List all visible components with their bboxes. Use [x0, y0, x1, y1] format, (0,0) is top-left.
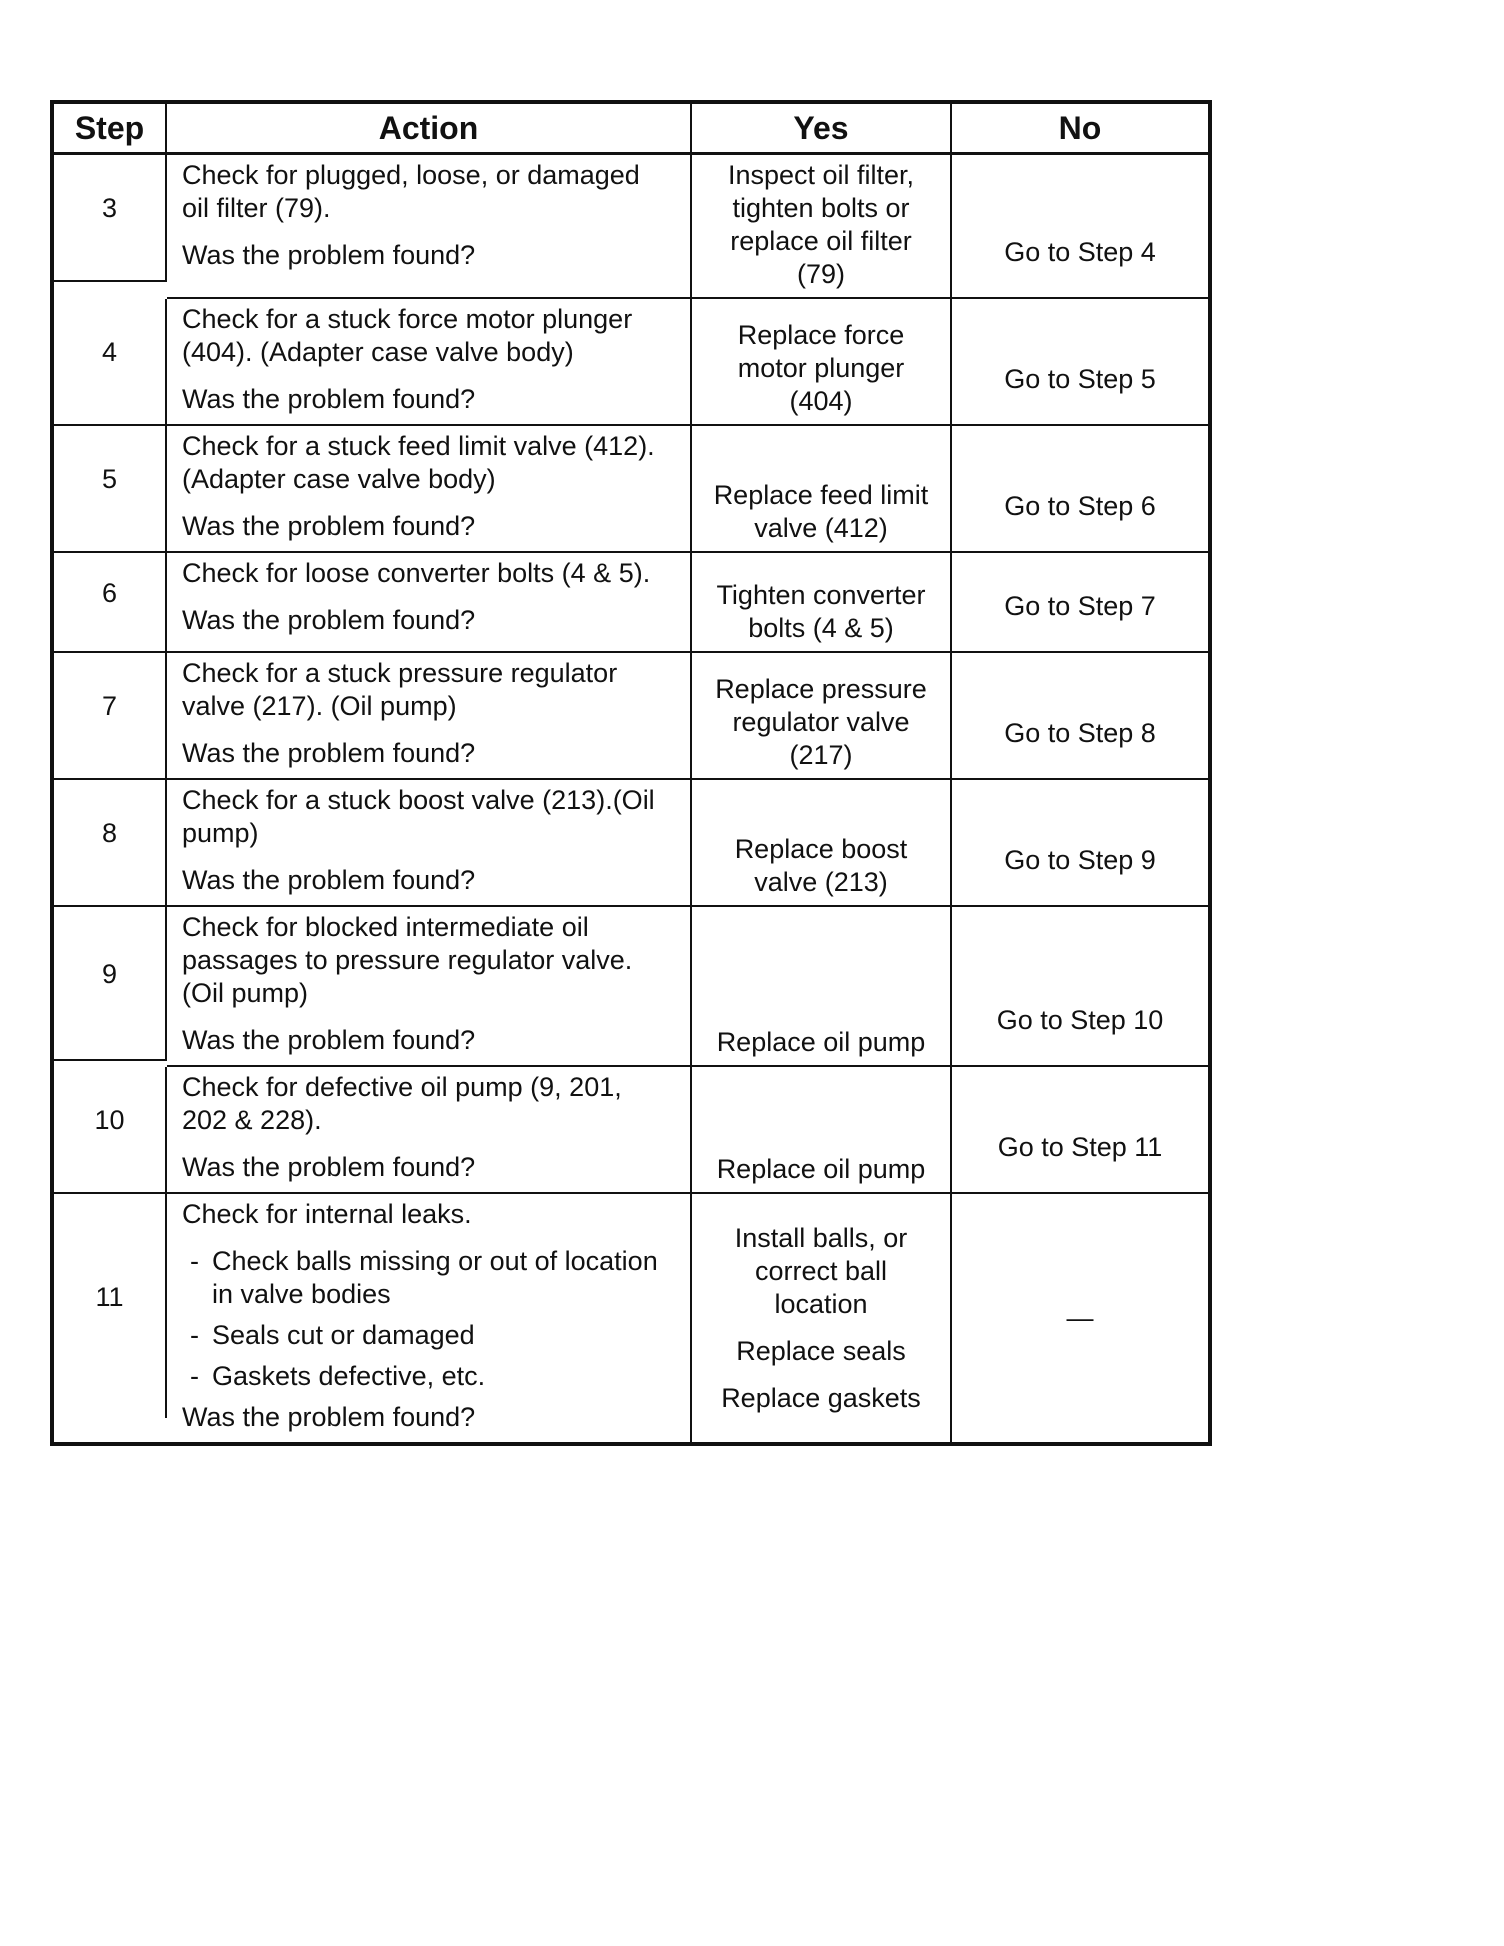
- action-check: Check for loose converter bolts (4 & 5).: [182, 558, 651, 588]
- step-number: 10: [54, 1067, 167, 1194]
- yes-cell: [692, 553, 952, 653]
- yes-cell: [692, 780, 952, 907]
- yes-text: Install balls, or correct ball location: [734, 1222, 908, 1319]
- yes-text: Replace seals: [736, 1335, 906, 1366]
- header-no: No: [952, 104, 1208, 155]
- yes-text: Replace gaskets: [721, 1382, 921, 1413]
- action-check: Check for plugged, loose, or damaged oil filter (79).: [182, 160, 640, 223]
- yes-cell: [692, 907, 952, 1067]
- action-question: Was the problem found?: [182, 1402, 476, 1432]
- action-question: Was the problem found?: [182, 1152, 476, 1182]
- step-number: 4: [54, 299, 167, 426]
- action-check: Check for blocked intermediate oil passages to pressure regulator valve. (Oil pump): [182, 912, 633, 1008]
- yes-text: Replace pressure regulator valve (217): [715, 674, 927, 770]
- action-check: Check for a stuck boost valve (213).(Oil pump): [182, 785, 655, 848]
- step-number: 6: [54, 553, 167, 653]
- action-question: Was the problem found?: [182, 865, 476, 895]
- header-yes: Yes: [692, 104, 952, 155]
- bullet-text: Seals cut or damaged: [212, 1320, 475, 1350]
- bullet-text: Gaskets defective, etc.: [212, 1361, 486, 1391]
- action-question: Was the problem found?: [182, 605, 476, 635]
- step-number: 3: [54, 155, 167, 282]
- yes-cell: [692, 1067, 952, 1194]
- action-cell: [167, 907, 692, 1067]
- action-cell: [167, 299, 692, 426]
- action-question: Was the problem found?: [182, 738, 476, 768]
- no-cell: Go to Step 6: [952, 426, 1208, 553]
- action-cell: [167, 553, 692, 653]
- troubleshooting-table: [50, 100, 1212, 1446]
- step-number: 7: [54, 653, 167, 780]
- yes-text: Inspect oil filter, tighten bolts or replace oil filter (79): [727, 160, 915, 289]
- bullet-text: Check balls missing or out of location in valve bodies: [212, 1246, 658, 1309]
- action-cell: [167, 1194, 692, 1442]
- no-cell: Go to Step 10: [952, 907, 1208, 1067]
- yes-cell: [692, 1194, 952, 1442]
- no-cell: —: [1066, 1302, 1094, 1333]
- action-question: Was the problem found?: [182, 240, 476, 270]
- yes-text: Replace oil pump: [716, 1154, 926, 1184]
- action-question: Was the problem found?: [182, 1025, 476, 1055]
- action-cell: [167, 653, 692, 780]
- yes-cell: [692, 299, 952, 426]
- list-item: - Check balls missing or out of location in valve bodies: [190, 1246, 658, 1309]
- no-cell: Go to Step 4: [952, 155, 1208, 299]
- action-cell: [167, 155, 692, 299]
- no-cell: Go to Step 8: [952, 653, 1208, 780]
- header-step: Step: [54, 104, 167, 155]
- yes-cell: [692, 155, 952, 299]
- no-cell: Go to Step 7: [952, 553, 1208, 653]
- step-number: 8: [54, 780, 167, 907]
- no-cell: Go to Step 9: [952, 780, 1208, 907]
- no-cell: Go to Step 5: [952, 299, 1208, 426]
- yes-cell: [692, 653, 952, 780]
- action-cell: [167, 426, 692, 553]
- action-check: Check for internal leaks.: [182, 1199, 472, 1229]
- action-question: Was the problem found?: [182, 511, 476, 541]
- action-question: Was the problem found?: [182, 384, 476, 414]
- action-bullet-list: [182, 1245, 680, 1401]
- yes-text: Replace boost valve (213): [734, 834, 908, 897]
- no-cell: Go to Step 11: [952, 1067, 1208, 1194]
- action-check: Check for a stuck feed limit valve (412). (Adapter case valve body): [182, 431, 655, 494]
- action-check: Check for defective oil pump (9, 201, 202 & 228).: [182, 1072, 622, 1135]
- step-number: 5: [54, 426, 167, 553]
- step-number: 9: [54, 907, 167, 1061]
- action-check: Check for a stuck force motor plunger (404). (Adapter case valve body): [182, 304, 633, 367]
- list-item: - Gaskets defective, etc.: [190, 1361, 486, 1391]
- yes-text: Tighten converter bolts (4 & 5): [716, 580, 926, 643]
- yes-text: Replace feed limit valve (412): [713, 480, 929, 543]
- step-number: 11: [54, 1194, 167, 1418]
- yes-text: Replace oil pump: [716, 1027, 926, 1057]
- header-action: Action: [167, 104, 692, 155]
- yes-cell: [692, 426, 952, 553]
- action-cell: [167, 1067, 692, 1194]
- yes-text: Replace force motor plunger (404): [737, 320, 905, 416]
- action-check: Check for a stuck pressure regulator valve (217). (Oil pump): [182, 658, 618, 721]
- list-item: - Seals cut or damaged: [190, 1320, 475, 1350]
- action-cell: [167, 780, 692, 907]
